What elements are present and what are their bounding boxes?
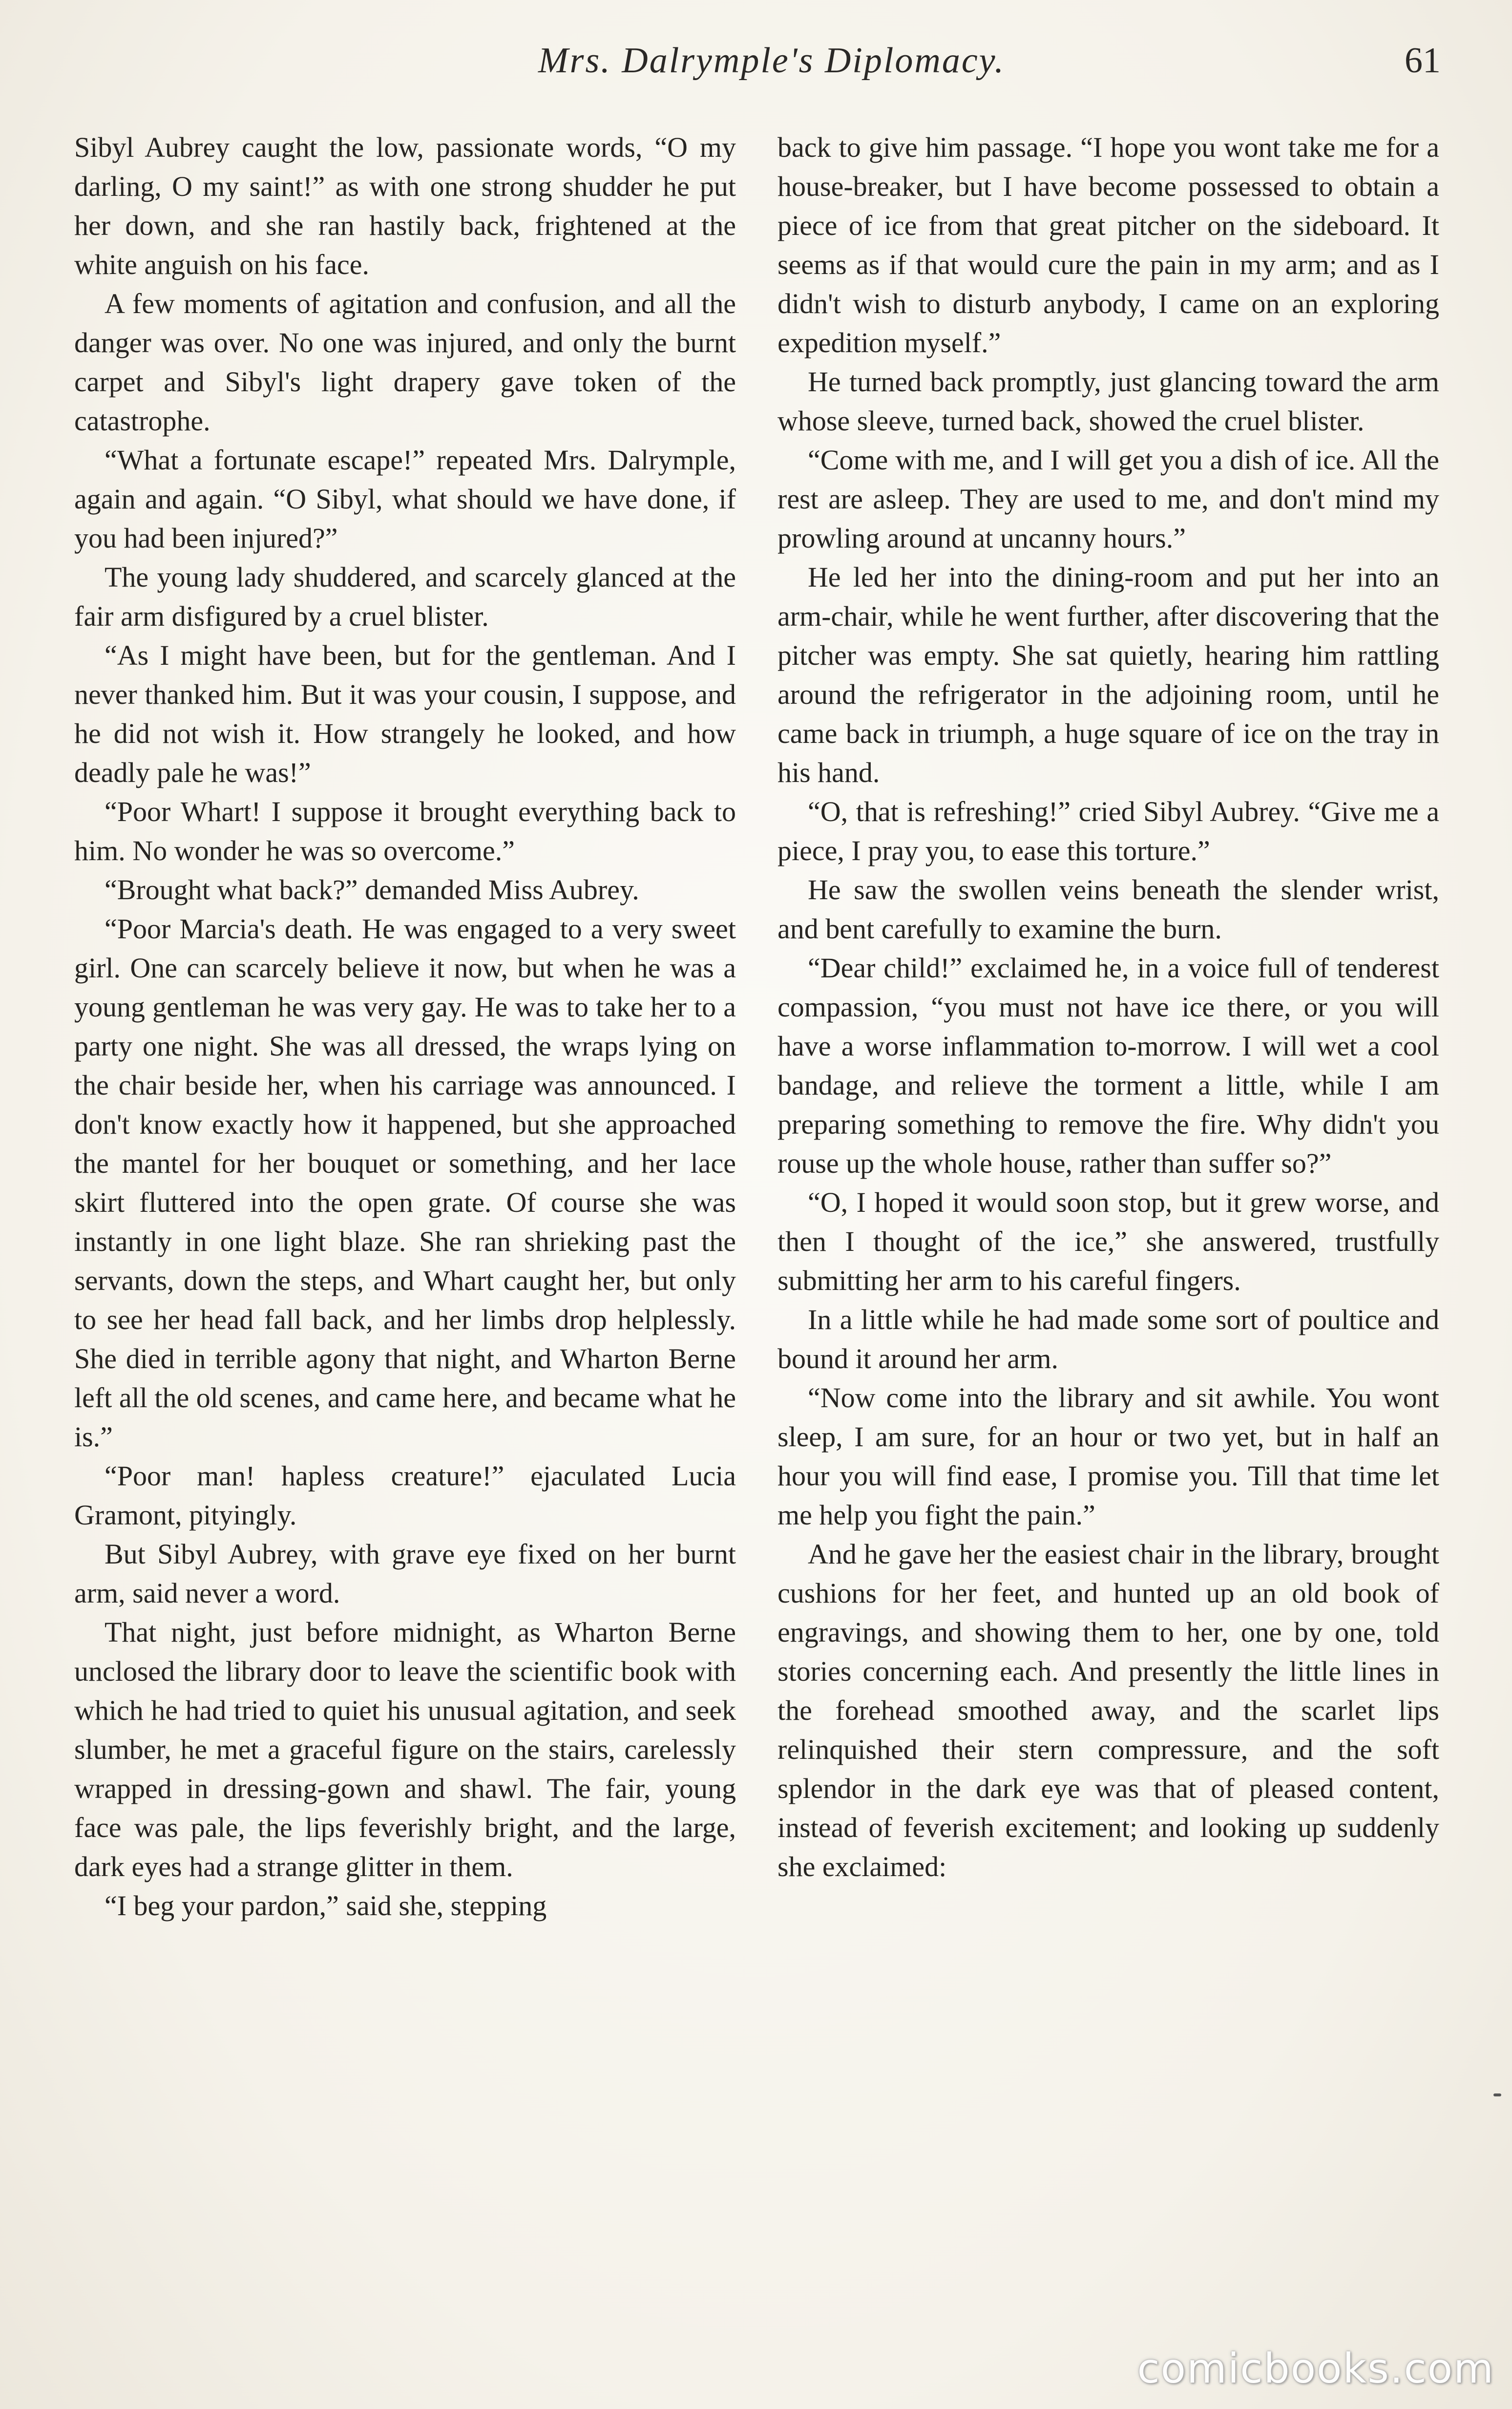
right-text-column (777, 128, 1439, 1886)
paragraph: “Come with me, and I will get you a dish of ice. All the rest are asleep. They are used to me, and don't mind my prowling around at uncanny hours.” (777, 444, 1439, 554)
paragraph: “Now come into the library and sit awhile. You wont sleep, I am sure, for an hour or two yet, but in half an hour you will find ease, I promise you. Till that time let me help you fight the pain.” (777, 1382, 1439, 1531)
paragraph: “I beg your pardon,” said she, stepping (105, 1890, 547, 1922)
paragraph: But Sibyl Aubrey, with grave eye fixed on her burnt arm, said never a word. (74, 1538, 736, 1609)
page-number: 61 (1405, 41, 1441, 81)
paragraph: He turned back promptly, just glancing toward the arm whose sleeve, turned back, showed the cruel blister. (777, 366, 1439, 437)
paragraph: “Poor Marcia's death. He was engaged to a very sweet girl. One can scarcely believe it now, but when he was a young gentleman he was very gay. He was to take her to a party one night. She was all dressed, the wraps lying on the chair beside her, when his carriage was announced. I don't know exactly how it happened, but she approached the mantel for her bouquet or something, and her lace skirt fluttered into the open grate. Of course she was instantly in one light blaze. She ran shrieking past the servants, down the steps, and Whart caught her, but only to see her head fall back, and her limbs drop helplessly. She died in terrible agony that night, and Wharton Berne left all the old scenes, and came here, and became what he is.” (74, 913, 736, 1453)
paragraph: “O, that is refreshing!” cried Sibyl Aubrey. “Give me a piece, I pray you, to ease this torture.” (777, 796, 1439, 866)
site-watermark: comicbooks.com (1137, 2345, 1494, 2392)
paragraph: The young lady shuddered, and scarcely glanced at the fair arm disfigured by a cruel blister. (74, 561, 736, 632)
paragraph: “Poor Whart! I suppose it brought everything back to him. No wonder he was so overcome.” (74, 796, 736, 866)
paragraph: In a little while he had made some sort of poultice and bound it around her arm. (777, 1304, 1439, 1374)
paragraph: Sibyl Aubrey caught the low, passionate words, “O my darling, O my saint!” as with one strong shudder he put her down, and she ran hastily back, frightened at the white anguish on his face. (74, 131, 736, 280)
paragraph: “O, I hoped it would soon stop, but it grew worse, and then I thought of the ice,” she answered, trustfully submitting her arm to his careful fingers. (777, 1186, 1439, 1296)
paragraph: “Dear child!” exclaimed he, in a voice full of tenderest compassion, “you must not have ice there, or you will have a worse inflammation to-morrow. I will wet a cool bandage, and relieve the torment a little, while I am preparing something to remove the fire. Why didn't you rouse up the whole house, rather than suffer so?” (777, 952, 1439, 1179)
paragraph: He saw the swollen veins beneath the slender wrist, and bent carefully to examine the burn. (777, 874, 1439, 945)
paragraph: A few moments of agitation and confusion, and all the danger was over. No one was injured, and only the burnt carpet and Sibyl's light drapery gave token of the catastrophe. (74, 288, 736, 437)
paragraph: “As I might have been, but for the gentleman. And I never thanked him. But it was your cousin, I suppose, and he did not wish it. How strangely he looked, and how deadly pale he was!” (74, 639, 736, 788)
paragraph: He led her into the dining-room and put her into an arm-chair, while he went further, after discovering that the pitcher was empty. She sat quietly, hearing him rattling around the refrigerator in the adjoining room, until he came back in triumph, a huge square of ice on the tray in his hand. (777, 561, 1439, 788)
paragraph: And he gave her the easiest chair in the library, brought cushions for her feet, and hunted up an old book of engravings, and showing them to her, one by one, told stories concerning each. And presently the little lines in the forehead smoothed away, and the scarlet lips relinquished their stern compressure, and the soft splendor in the dark eye was that of pleased content, instead of feverish excitement; and looking up suddenly she exclaimed: (777, 1538, 1439, 1882)
paragraph: “Poor man! hapless creature!” ejaculated Lucia Gramont, pityingly. (74, 1460, 736, 1531)
left-text-column (74, 128, 736, 1925)
paragraph: “Brought what back?” demanded Miss Aubrey. (105, 874, 639, 906)
print-mark (1493, 2093, 1501, 2096)
paragraph: “What a fortunate escape!” repeated Mrs. Dalrymple, again and again. “O Sibyl, what should we have done, if you had been injured?” (74, 444, 736, 554)
paragraph: That night, just before midnight, as Wharton Berne unclosed the library door to leave the scientific book with which he had tried to quiet his unusual agitation, and seek slumber, he met a graceful figure on the stairs, carelessly wrapped in dressing-gown and shawl. The fair, young face was pale, the lips feverishly bright, and the large, dark eyes had a strange glitter in them. (74, 1616, 736, 1882)
paragraph: back to give him passage. “I hope you wont take me for a house-breaker, but I have become possessed to obtain a piece of ice from that great pitcher on the sideboard. It seems as if that would cure the pain in my arm; and as I didn't wish to disturb anybody, I came on an exploring expedition myself.” (777, 131, 1439, 359)
running-title: Mrs. Dalrymple's Diplomacy. (538, 41, 1005, 81)
